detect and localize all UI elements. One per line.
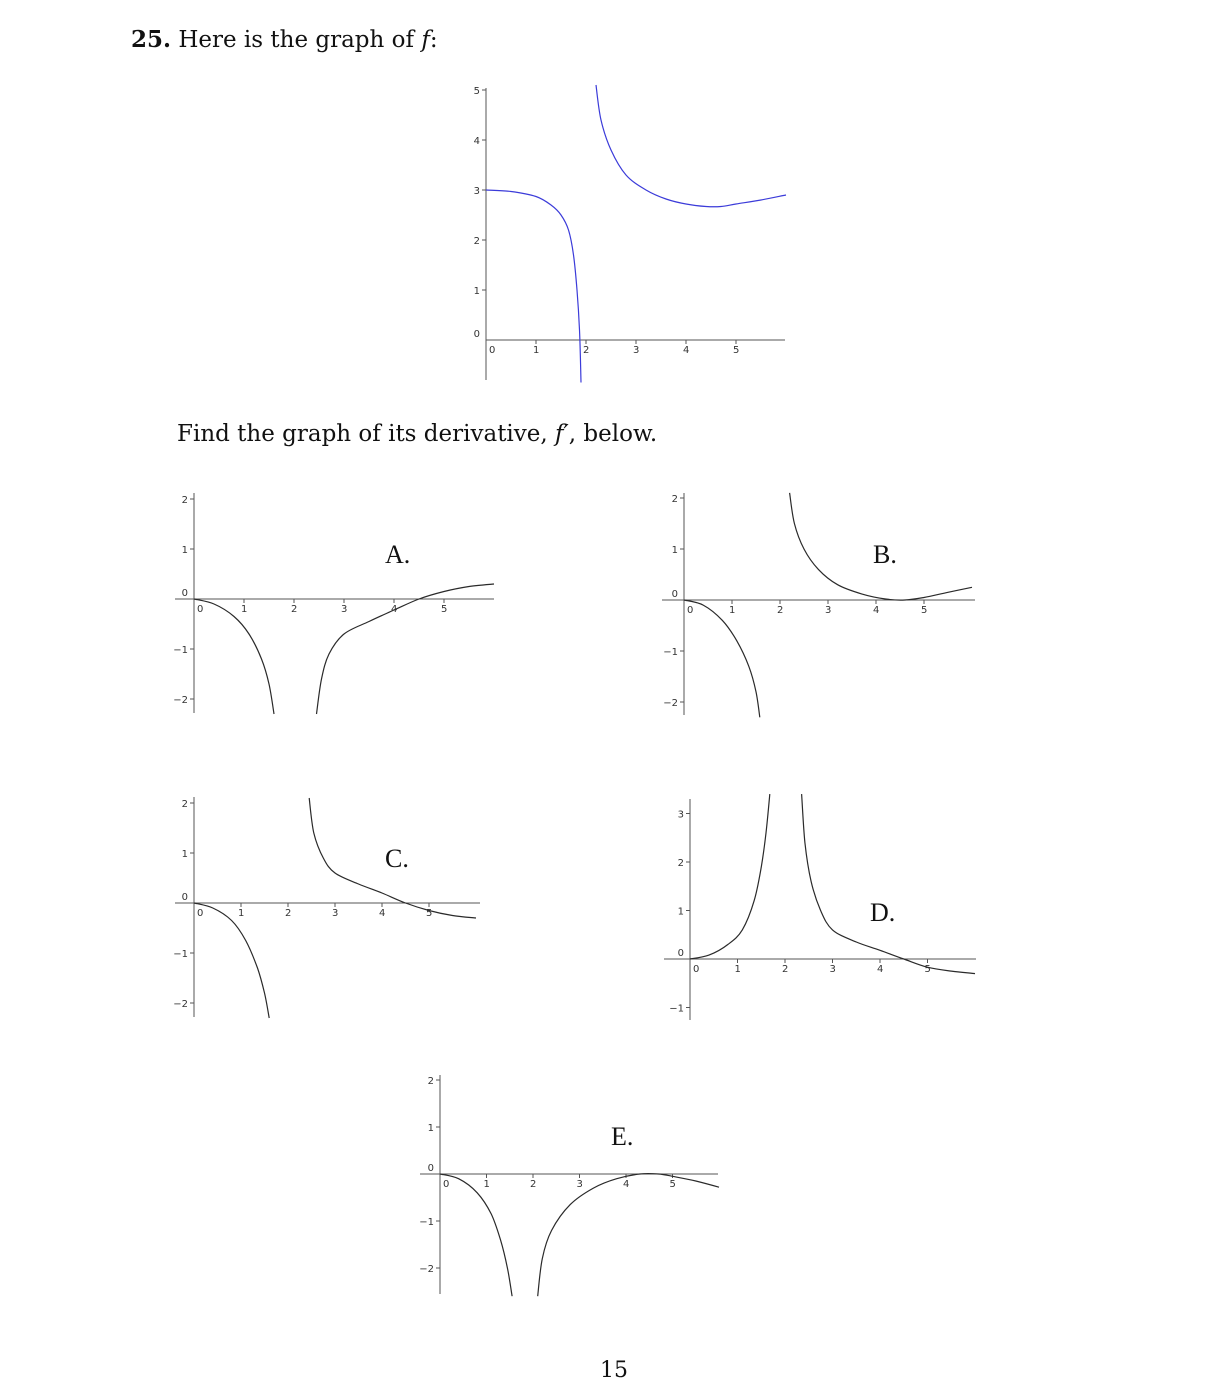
e-y-tick-label: 1: [427, 1123, 434, 1134]
given-y-tick-label: 0: [473, 329, 480, 340]
given-x-tick-label: 4: [683, 345, 690, 356]
b-curve-branch-1: [684, 600, 760, 717]
page-number: 15: [600, 1358, 628, 1383]
d-x-tick-label: 4: [877, 964, 884, 975]
a-y-tick-label: −2: [173, 695, 188, 706]
a-x-tick-label: 1: [241, 604, 248, 615]
a-x-tick-label: 2: [291, 604, 298, 615]
option-e-label: E.: [611, 1122, 634, 1151]
e-x-tick-label: 1: [483, 1179, 490, 1190]
problem-header: [131, 26, 438, 53]
c-x-tick-label: 3: [332, 908, 339, 919]
prompt-text: Find the graph of its derivative,: [177, 421, 548, 447]
derivative-prompt: [177, 421, 657, 447]
option-b-graph[interactable]: [658, 488, 983, 718]
d-x-tick-label: 0: [693, 964, 700, 975]
c-y-tick-label: 2: [181, 799, 188, 810]
d-x-tick-label: 1: [734, 964, 741, 975]
given-y-tick-label: 2: [473, 236, 480, 247]
a-y-tick-label: 0: [181, 588, 188, 599]
option-c-graph[interactable]: [170, 792, 488, 1022]
a-x-tick-label: 5: [441, 604, 448, 615]
e-y-tick-label: 0: [427, 1163, 434, 1174]
b-x-tick-label: 2: [777, 605, 784, 616]
prompt-text-end: , below.: [568, 421, 658, 447]
e-x-tick-label: 5: [669, 1179, 676, 1190]
b-x-tick-label: 1: [729, 605, 736, 616]
e-x-tick-label: 3: [576, 1179, 583, 1190]
a-curve-branch-1: [194, 599, 274, 714]
option-d-graph[interactable]: [660, 795, 982, 1023]
c-curve-branch-1: [194, 903, 269, 1018]
a-x-tick-label: 3: [341, 604, 348, 615]
b-y-tick-label: 1: [671, 545, 678, 556]
e-x-tick-label: 4: [623, 1179, 630, 1190]
given-y-tick-label: 4: [473, 136, 480, 147]
a-y-tick-label: 2: [181, 495, 188, 506]
b-x-tick-label: 3: [825, 605, 832, 616]
problem-number: 25.: [131, 26, 172, 53]
a-x-tick-label: 0: [197, 604, 204, 615]
given-x-tick-label: 5: [733, 345, 740, 356]
d-x-tick-label: 5: [924, 964, 931, 975]
b-x-tick-label: 0: [687, 605, 694, 616]
b-y-tick-label: −2: [663, 698, 678, 709]
d-y-tick-label: 2: [677, 858, 684, 869]
given-x-tick-label: 2: [583, 345, 590, 356]
c-x-tick-label: 2: [285, 908, 292, 919]
given-y-tick-label: 3: [473, 186, 480, 197]
option-d-label: D.: [870, 898, 896, 927]
e-y-tick-label: −1: [419, 1217, 434, 1228]
a-x-tick-label: 4: [391, 604, 398, 615]
d-y-tick-label: 1: [677, 906, 684, 918]
d-x-tick-label: 2: [782, 964, 789, 975]
problem-intro: Here is the graph of: [178, 27, 414, 53]
option-a-graph[interactable]: [170, 488, 500, 718]
c-x-tick-label: 4: [379, 908, 386, 919]
b-x-tick-label: 5: [921, 605, 928, 616]
d-y-tick-label: 0: [677, 948, 684, 959]
e-y-tick-label: −2: [419, 1264, 434, 1275]
c-y-tick-label: −2: [173, 999, 188, 1010]
e-x-tick-label: 0: [443, 1179, 450, 1190]
problem-function-name: f: [421, 27, 430, 53]
prompt-derivative-symbol: f′: [555, 421, 569, 447]
given-x-tick-label: 0: [489, 345, 496, 356]
given-curve-branch-2: [596, 85, 786, 207]
problem-colon: :: [429, 27, 438, 53]
d-curve-branch-2: [802, 794, 975, 974]
given-y-tick-label: 5: [473, 86, 480, 97]
c-x-tick-label: 5: [426, 908, 433, 919]
c-y-tick-label: 1: [181, 849, 188, 860]
b-y-tick-label: −1: [663, 647, 678, 658]
given-x-tick-label: 3: [633, 345, 640, 356]
d-curve-branch-1: [690, 794, 770, 959]
option-a-label: A.: [385, 540, 411, 569]
c-x-tick-label: 1: [238, 908, 245, 919]
a-y-tick-label: 1: [181, 545, 188, 556]
d-y-tick-label: −1: [669, 1003, 684, 1015]
given-graph-f: [470, 80, 790, 390]
b-y-tick-label: 2: [671, 494, 678, 505]
b-y-tick-label: 0: [671, 589, 678, 600]
d-y-tick-label: 3: [677, 809, 684, 821]
c-y-tick-label: −1: [173, 949, 188, 960]
given-x-tick-label: 1: [533, 345, 540, 356]
option-c-label: C.: [385, 844, 409, 873]
e-curve-branch-2: [538, 1174, 719, 1297]
b-x-tick-label: 4: [873, 605, 880, 616]
e-x-tick-label: 2: [530, 1179, 537, 1190]
a-y-tick-label: −1: [173, 645, 188, 656]
c-x-tick-label: 0: [197, 908, 204, 919]
e-curve-branch-1: [440, 1174, 512, 1296]
given-y-tick-label: 1: [473, 286, 480, 297]
option-b-label: B.: [873, 540, 897, 569]
e-y-tick-label: 2: [427, 1076, 434, 1087]
d-x-tick-label: 3: [829, 964, 836, 975]
option-e-graph[interactable]: [415, 1070, 720, 1298]
c-y-tick-label: 0: [181, 892, 188, 903]
